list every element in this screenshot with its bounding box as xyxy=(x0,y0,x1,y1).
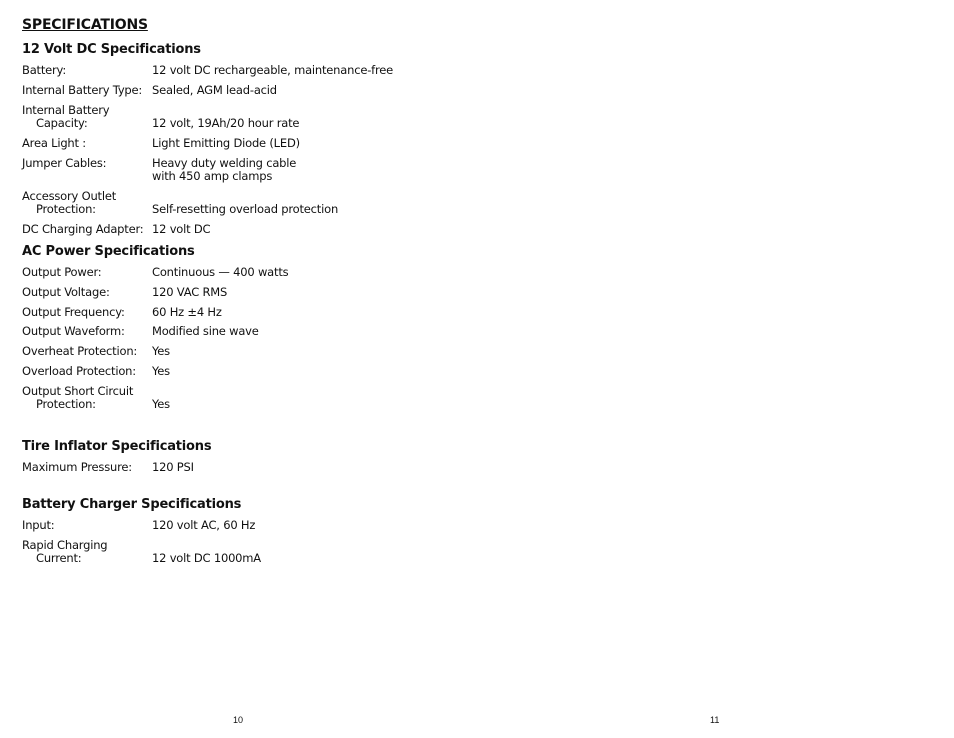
spec-value: 12 volt DC xyxy=(152,222,211,236)
spec-label: Area Light : xyxy=(22,136,86,150)
spec-value: Sealed, AGM lead-acid xyxy=(152,83,277,97)
spec-label-line2: Capacity: xyxy=(36,116,88,130)
section-heading-tire-inflator: Tire Inflator Specifications xyxy=(22,439,212,454)
spec-label: Output Power: xyxy=(22,265,102,279)
spec-label-line1: Accessory Outlet xyxy=(22,189,117,203)
spec-value: 120 PSI xyxy=(152,460,194,474)
spec-label: Maximum Pressure: xyxy=(22,460,132,474)
spec-label: Input: xyxy=(22,518,55,532)
spec-label-line1: Output Short Circuit xyxy=(22,384,134,398)
spec-label: Output Waveform: xyxy=(22,324,125,338)
spec-value: Yes xyxy=(152,344,170,358)
spec-value: 120 volt AC, 60 Hz xyxy=(152,518,256,532)
spec-value-line1: Heavy duty welding cable xyxy=(152,156,297,170)
spec-value: 12 volt, 19Ah/20 hour rate xyxy=(152,116,300,130)
spec-value-line2: with 450 amp clamps xyxy=(152,169,273,183)
spec-label-line2: Protection: xyxy=(36,202,96,216)
spec-value: Light Emitting Diode (LED) xyxy=(152,136,300,150)
spec-label: Output Frequency: xyxy=(22,305,125,319)
spec-label: Battery: xyxy=(22,63,67,77)
spec-value: 60 Hz ±4 Hz xyxy=(152,305,222,319)
page-number-right: 11 xyxy=(710,715,720,725)
spec-label: Output Voltage: xyxy=(22,285,110,299)
page-number-left: 10 xyxy=(233,715,244,725)
spec-value: Continuous — 400 watts xyxy=(152,265,289,279)
spec-label-line1: Internal Battery xyxy=(22,103,110,117)
spec-value: Modified sine wave xyxy=(152,324,259,338)
spec-label-line2: Current: xyxy=(36,551,82,565)
spec-label: DC Charging Adapter: xyxy=(22,222,144,236)
spec-value: 12 volt DC rechargeable, maintenance-free xyxy=(152,63,394,77)
spec-value: 12 volt DC 1000mA xyxy=(152,551,261,565)
spec-label-line2: Protection: xyxy=(36,397,96,411)
spec-label: Internal Battery Type: xyxy=(22,83,143,97)
page-title: SPECIFICATIONS xyxy=(22,17,148,33)
spec-value: Yes xyxy=(152,364,170,378)
spec-label: Overload Protection: xyxy=(22,364,136,378)
section-heading-12v-dc: 12 Volt DC Specifications xyxy=(22,42,201,57)
spec-label-line1: Rapid Charging xyxy=(22,538,108,552)
spec-label: Overheat Protection: xyxy=(22,344,138,358)
section-heading-battery-charger: Battery Charger Specifications xyxy=(22,497,242,512)
spec-value: 120 VAC RMS xyxy=(152,285,228,299)
right-page xyxy=(477,0,954,738)
section-heading-ac-power: AC Power Specifications xyxy=(22,244,195,259)
spec-label: Jumper Cables: xyxy=(22,156,107,170)
spec-value: Self-resetting overload protection xyxy=(152,202,339,216)
spec-value: Yes xyxy=(152,397,170,411)
